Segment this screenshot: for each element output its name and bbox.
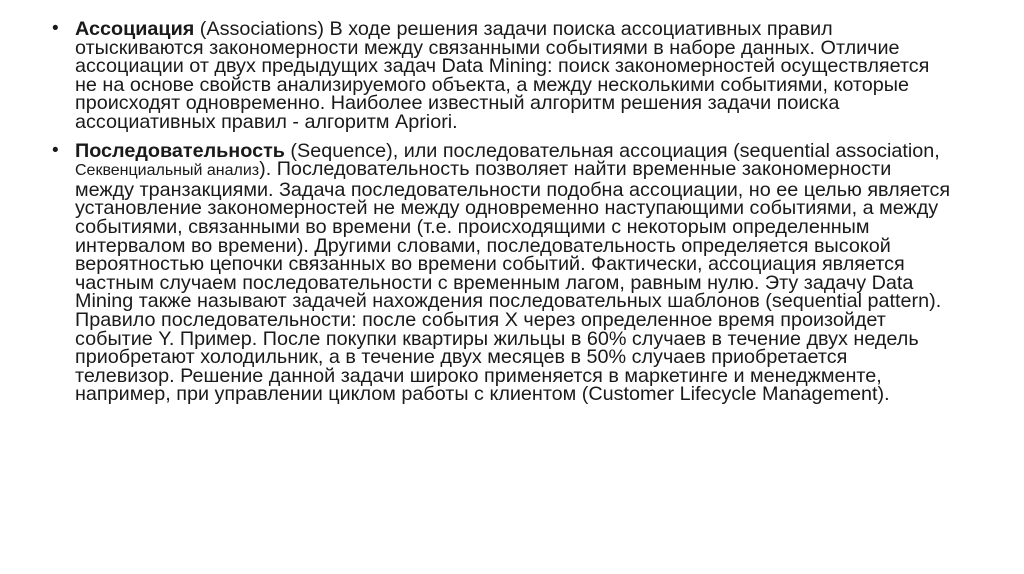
list-item-sequence [52,139,952,406]
description-associations: (Associations) В ходе решения задачи поиска ассоциативных правил отыскиваются закономерности между связанными событиями в наборе данных. Отличие ассоциации от двух предыдущих задач Data Mining: поиск закономерностей осуществляется не на основе свойств анализируемого объекта, а между несколькими событиями, которые происходят одновременно. Наиболее известный алгоритм решения задачи поиска ассоциативных правил - алгоритм Apriori. [75,18,930,133]
term-associations: Ассоциация [75,18,195,40]
description-sequence-part1: (Sequence), или последовательная ассоциация (sequential association, [284,139,940,162]
bullet-icon: • [52,139,59,161]
term-sequence: Последовательность [75,139,285,162]
bullet-list [52,20,952,414]
list-item-associations [52,20,952,132]
description-sequence-small: Секвенциальный анализ [75,162,260,180]
bullet-icon: • [52,18,59,39]
description-sequence-part2: ). Последовательность позволяет найти временные закономерности между транзакциями. Задача последовательности подобна ассоциации, но ее целью является установление закономерностей не между одновременно наступающими событиями, а между событиями, связанными во времени (т.е. происходящими с некоторым определенным интервалом во времени). Другими словами, последовательность определяется высокой вероятностью цепочки связанных во времени событий. Фактически, ассоциация является частным случаем последовательности с временным лагом, равным нулю. Эту задачу Data Mining также называют задачей нахождения последовательных шаблонов (sequential pattern). Правило последовательности: после события X через определенное время произойдет событие Y. Пример. После покупки квартиры жильцы в 60% случаев в течение двух недель приобретают холодильник, а в течение двух месяцев в 50% случаев приобретается телевизор. Решение данной задачи широко применяется в маркетинге и менеджменте, например, при управлении циклом работы с клиентом (Customer Lifecycle Management). [75,158,951,406]
